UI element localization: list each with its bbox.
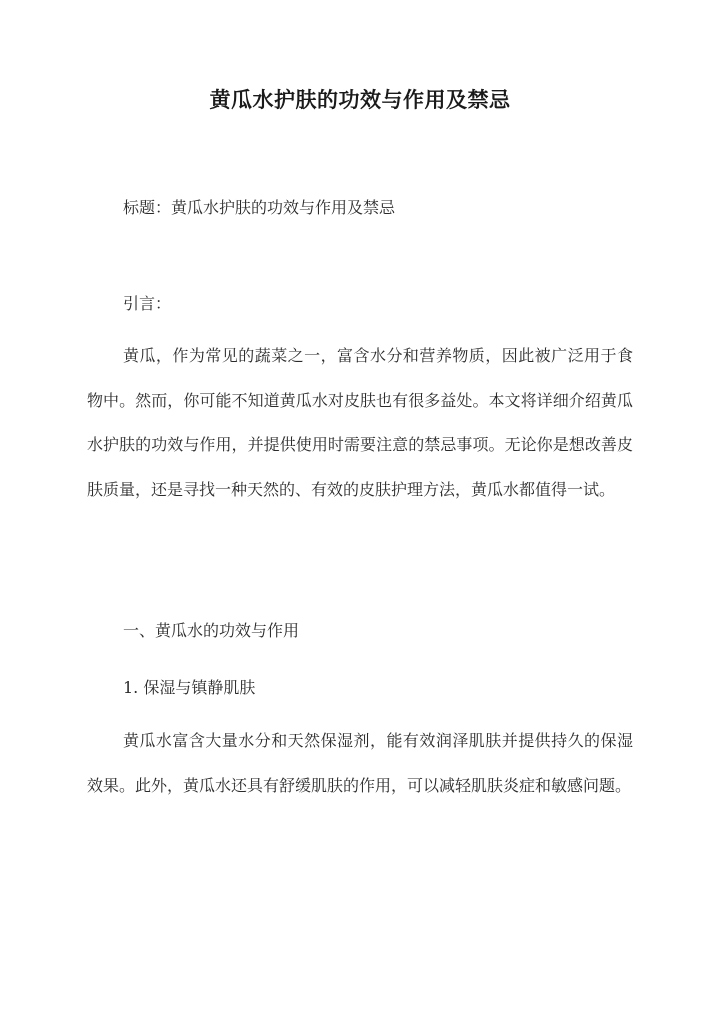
item1-heading: 1. 保湿与镇静肌肤 (123, 678, 256, 697)
intro-paragraph: 黄瓜，作为常见的蔬菜之一，富含水分和营养物质，因此被广泛用于食物中。然而，你可能不知道黄瓜水对皮肤也有很多益处。本文将详细介绍黄瓜水护肤的功效与作用，并提供使用时需要注意的禁忌事项。无论你是想改善皮肤质量，还是寻找一种天然的、有效的皮肤护理方法，黄瓜水都值得一试。 (87, 346, 633, 499)
document-title: 黄瓜水护肤的功效与作用及禁忌 (209, 87, 511, 112)
item1-paragraph: 黄瓜水富含大量水分和天然保湿剂，能有效润泽肌肤并提供持久的保湿效果。此外，黄瓜水还具有舒缓肌肤的作用，可以减轻肌肤炎症和敏感问题。 (87, 731, 633, 795)
subtitle-line: 标题：黄瓜水护肤的功效与作用及禁忌 (123, 198, 396, 217)
intro-heading: 引言： (123, 294, 172, 313)
section1-heading: 一、黄瓜水的功效与作用 (123, 621, 300, 640)
